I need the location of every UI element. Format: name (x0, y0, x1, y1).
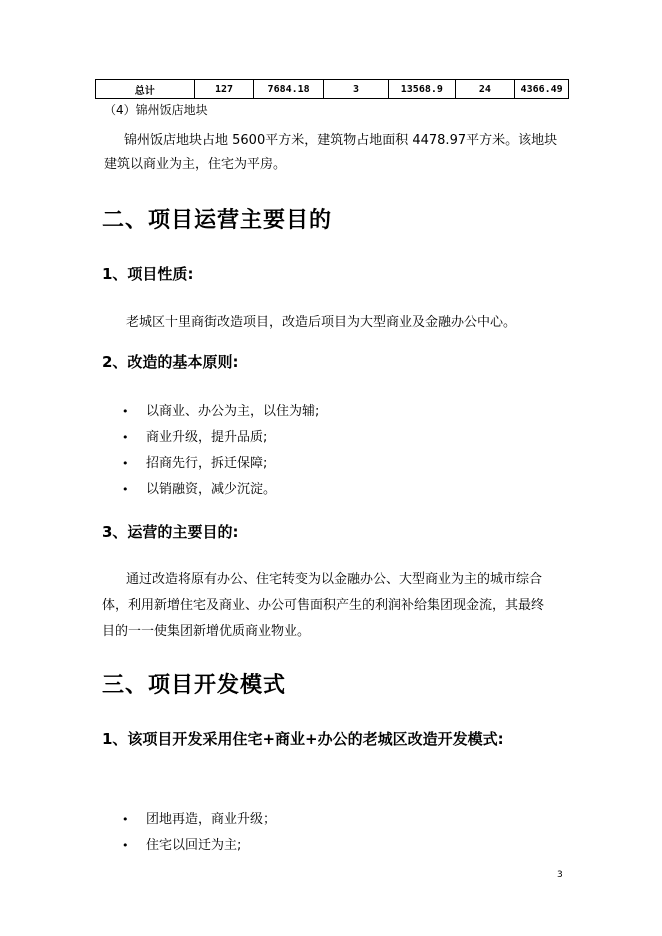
list-item: • 商业升级，提升品质; (122, 430, 268, 445)
section-title: 三、项目开发模式 (102, 673, 287, 698)
paragraph-line: 锦州饭店地块占地 5600平方米，建筑物占地面积 4478.97平方米。该地块 (124, 133, 558, 148)
subsection-title: 1、项目性质: (102, 265, 194, 283)
table-cell: 13568.9 (389, 80, 455, 99)
list-item: • 以销融资，减少沉淀。 (122, 482, 277, 497)
section-title: 二、项目运营主要目的 (102, 208, 333, 233)
table-cell: 24 (455, 80, 515, 99)
table-cell: 总计 (96, 80, 195, 99)
paragraph-line: 建筑以商业为主，住宅为平房。 (104, 157, 287, 172)
table-row (96, 80, 569, 99)
bullet-icon: • (122, 405, 129, 418)
table-cell: 127 (194, 80, 254, 99)
table-cell: 3 (323, 80, 388, 99)
paragraph-line: 体，利用新增住宅及商业、办公可售面积产生的利润补给集团现金流，其最终 (102, 598, 545, 613)
subsection-heading: （4）锦州饭店地块 (104, 103, 208, 117)
list-item: • 住宅以回迁为主; (122, 838, 242, 853)
list-item: • 以商业、办公为主，以住为辅; (122, 404, 320, 419)
bullet-icon: • (122, 813, 129, 826)
page-number: 3 (557, 870, 563, 880)
subsection-title: 2、改造的基本原则: (102, 353, 239, 371)
list-item: • 团地再造，商业升级； (122, 812, 277, 827)
subsection-title: 3、运营的主要目的: (102, 523, 239, 541)
list-item: • 招商先行，拆迁保障; (122, 456, 268, 471)
bullet-icon: • (122, 839, 129, 852)
paragraph-line: 目的一一使集团新增优质商业物业。 (102, 624, 311, 639)
subsection-title: 1、该项目开发采用住宅+商业+办公的老城区改造开发模式: (102, 730, 504, 748)
summary-table (95, 79, 569, 99)
paragraph-line: 通过改造将原有办公、住宅转变为以金融办公、大型商业为主的城市综合 (126, 572, 543, 587)
bullet-icon: • (122, 457, 129, 470)
bullet-icon: • (122, 483, 129, 496)
table-cell: 4366.49 (515, 80, 569, 99)
bullet-icon: • (122, 431, 129, 444)
paragraph-line: 老城区十里商街改造项目，改造后项目为大型商业及金融办公中心。 (126, 315, 517, 330)
table-cell: 7684.18 (254, 80, 323, 99)
